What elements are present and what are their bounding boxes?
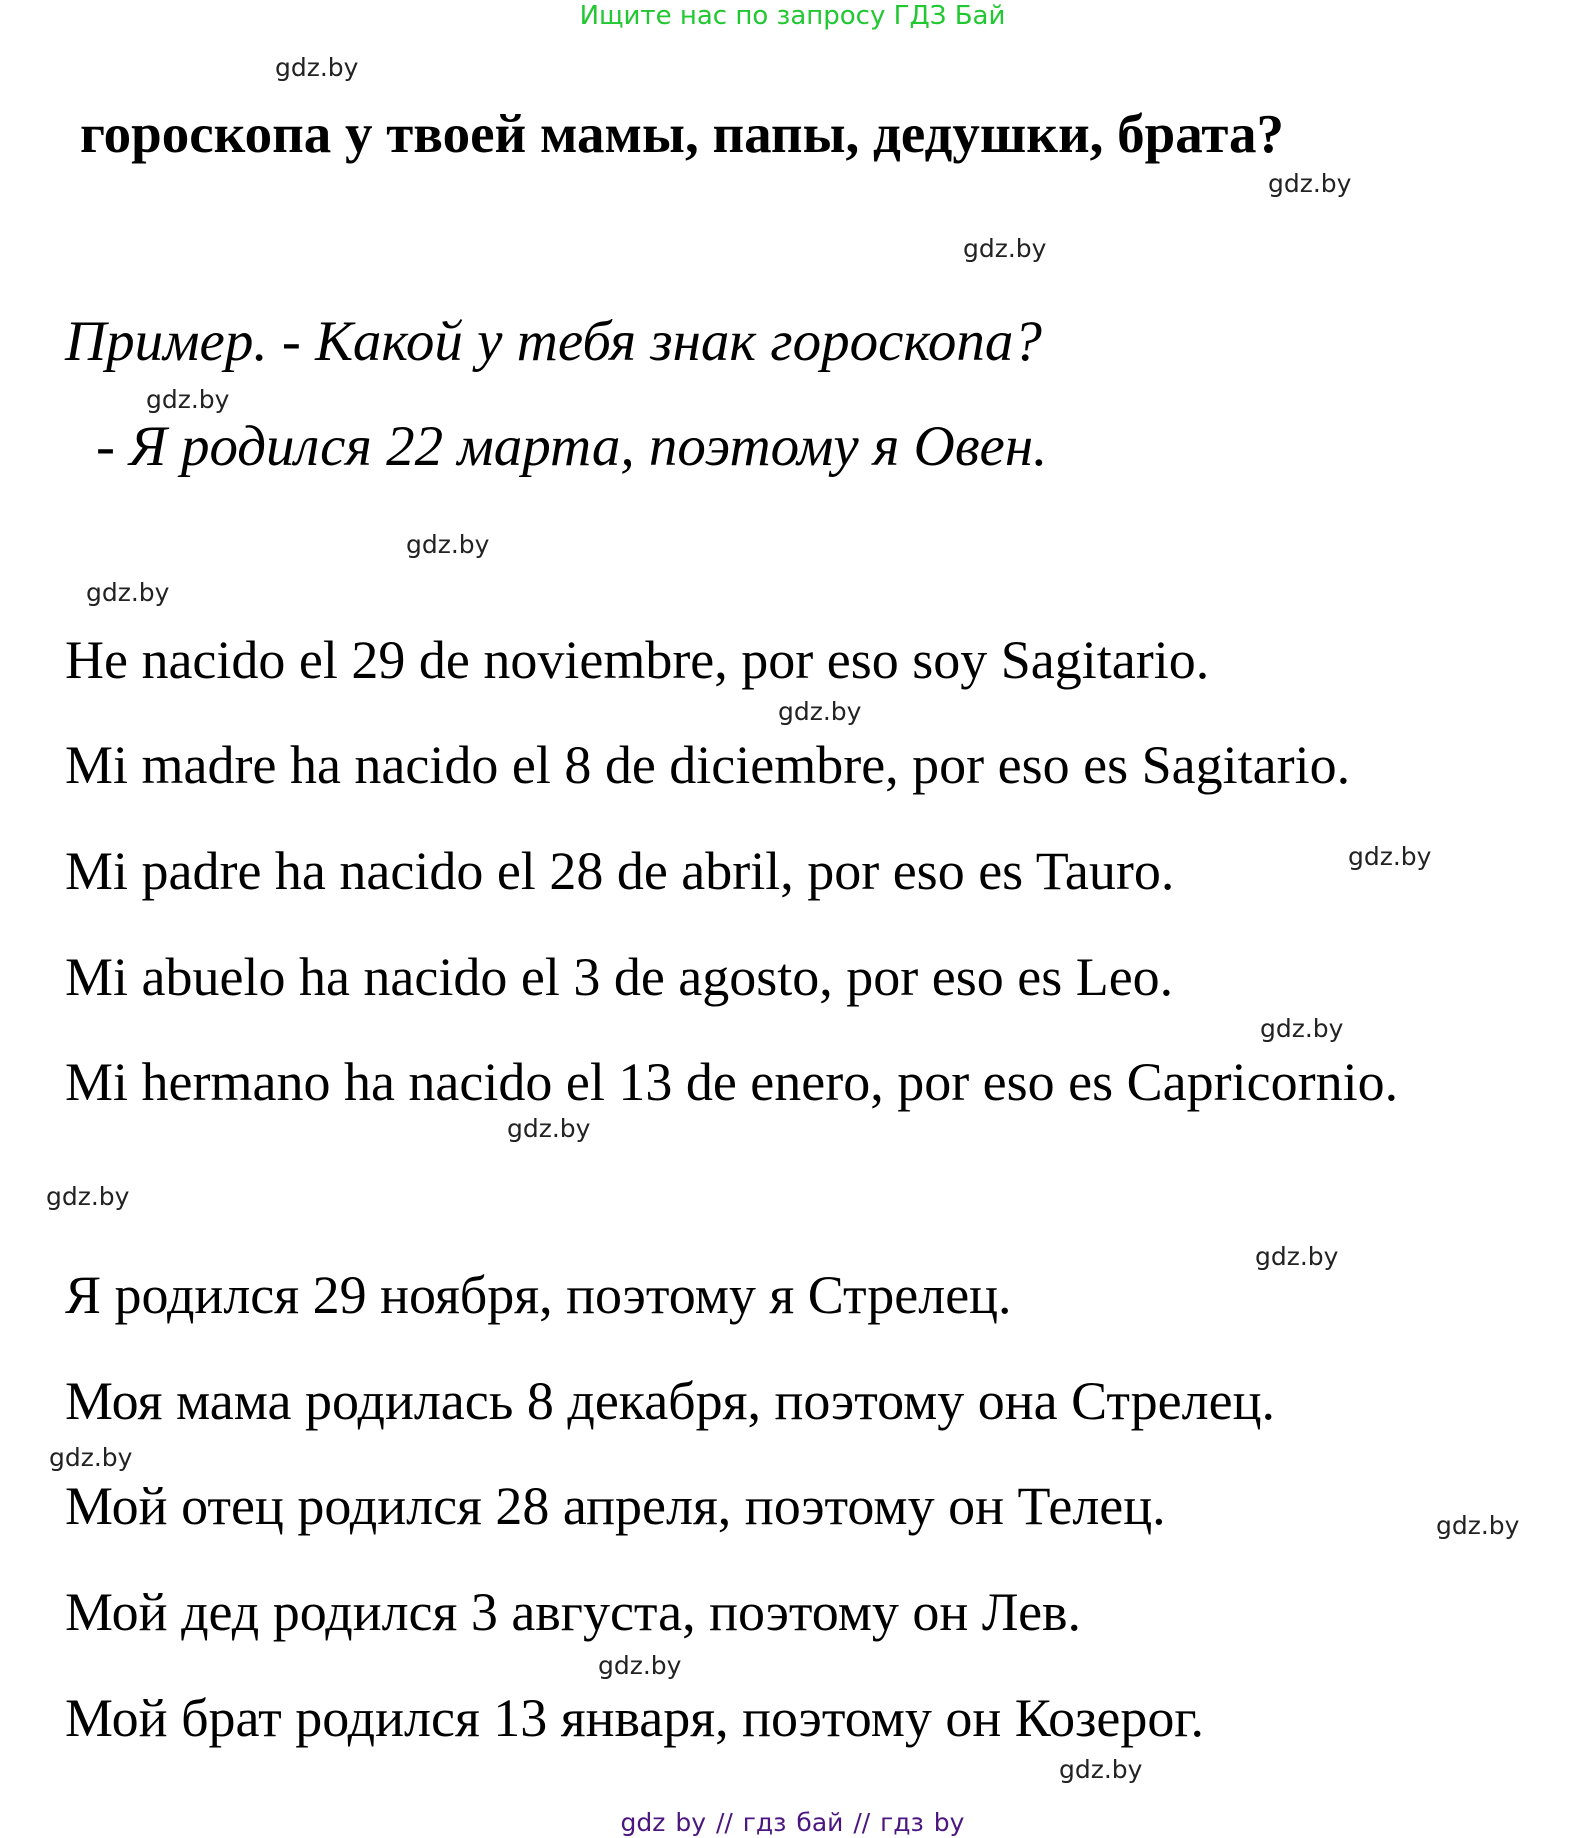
watermark: gdz.by (49, 1443, 133, 1472)
russian-line: Мой дед родился 3 августа, поэтому он Лев. (65, 1582, 1082, 1642)
footer-links: gdz by // гдз бай // гдз by (620, 1808, 965, 1837)
watermark: gdz.by (146, 385, 230, 414)
search-banner: Ищите нас по запросу ГДЗ Бай (579, 1, 1006, 31)
watermark: gdz.by (406, 530, 490, 559)
watermark: gdz.by (1059, 1755, 1143, 1784)
watermark: gdz.by (1260, 1014, 1344, 1043)
example-answer: - Я родился 22 марта, поэтому я Овен. (96, 415, 1048, 478)
spanish-line: He nacido el 29 de noviembre, por eso soy Sagitario. (65, 630, 1210, 690)
russian-line: Мой брат родился 13 января, поэтому он Козерог. (65, 1688, 1204, 1748)
spanish-line: Mi hermano ha nacido el 13 de enero, por eso es Capricornio. (65, 1052, 1399, 1112)
watermark: gdz.by (778, 697, 862, 726)
spanish-line: Mi padre ha nacido el 28 de abril, por eso es Tauro. (65, 841, 1175, 901)
watermark: gdz.by (86, 578, 170, 607)
russian-line: Я родился 29 ноября, поэтому я Стрелец. (65, 1265, 1012, 1325)
watermark: gdz.by (46, 1182, 130, 1211)
russian-line: Моя мама родилась 8 декабря, поэтому она Стрелец. (65, 1371, 1275, 1431)
watermark: gdz.by (507, 1114, 591, 1143)
watermark: gdz.by (1255, 1242, 1339, 1271)
example-question: Пример. - Какой у тебя знак гороскопа? (65, 310, 1042, 373)
russian-line: Мой отец родился 28 апреля, поэтому он Телец. (65, 1476, 1166, 1536)
watermark: gdz.by (1268, 169, 1352, 198)
watermark: gdz.by (275, 53, 359, 82)
watermark: gdz.by (963, 234, 1047, 263)
watermark: gdz.by (1348, 842, 1432, 871)
spanish-line: Mi abuelo ha nacido el 3 de agosto, por eso es Leo. (65, 947, 1174, 1007)
task-heading: гороскопа у твоей мамы, папы, дедушки, брата? (80, 103, 1285, 164)
watermark: gdz.by (598, 1651, 682, 1680)
watermark: gdz.by (1436, 1511, 1520, 1540)
spanish-line: Mi madre ha nacido el 8 de diciembre, por eso es Sagitario. (65, 735, 1351, 795)
